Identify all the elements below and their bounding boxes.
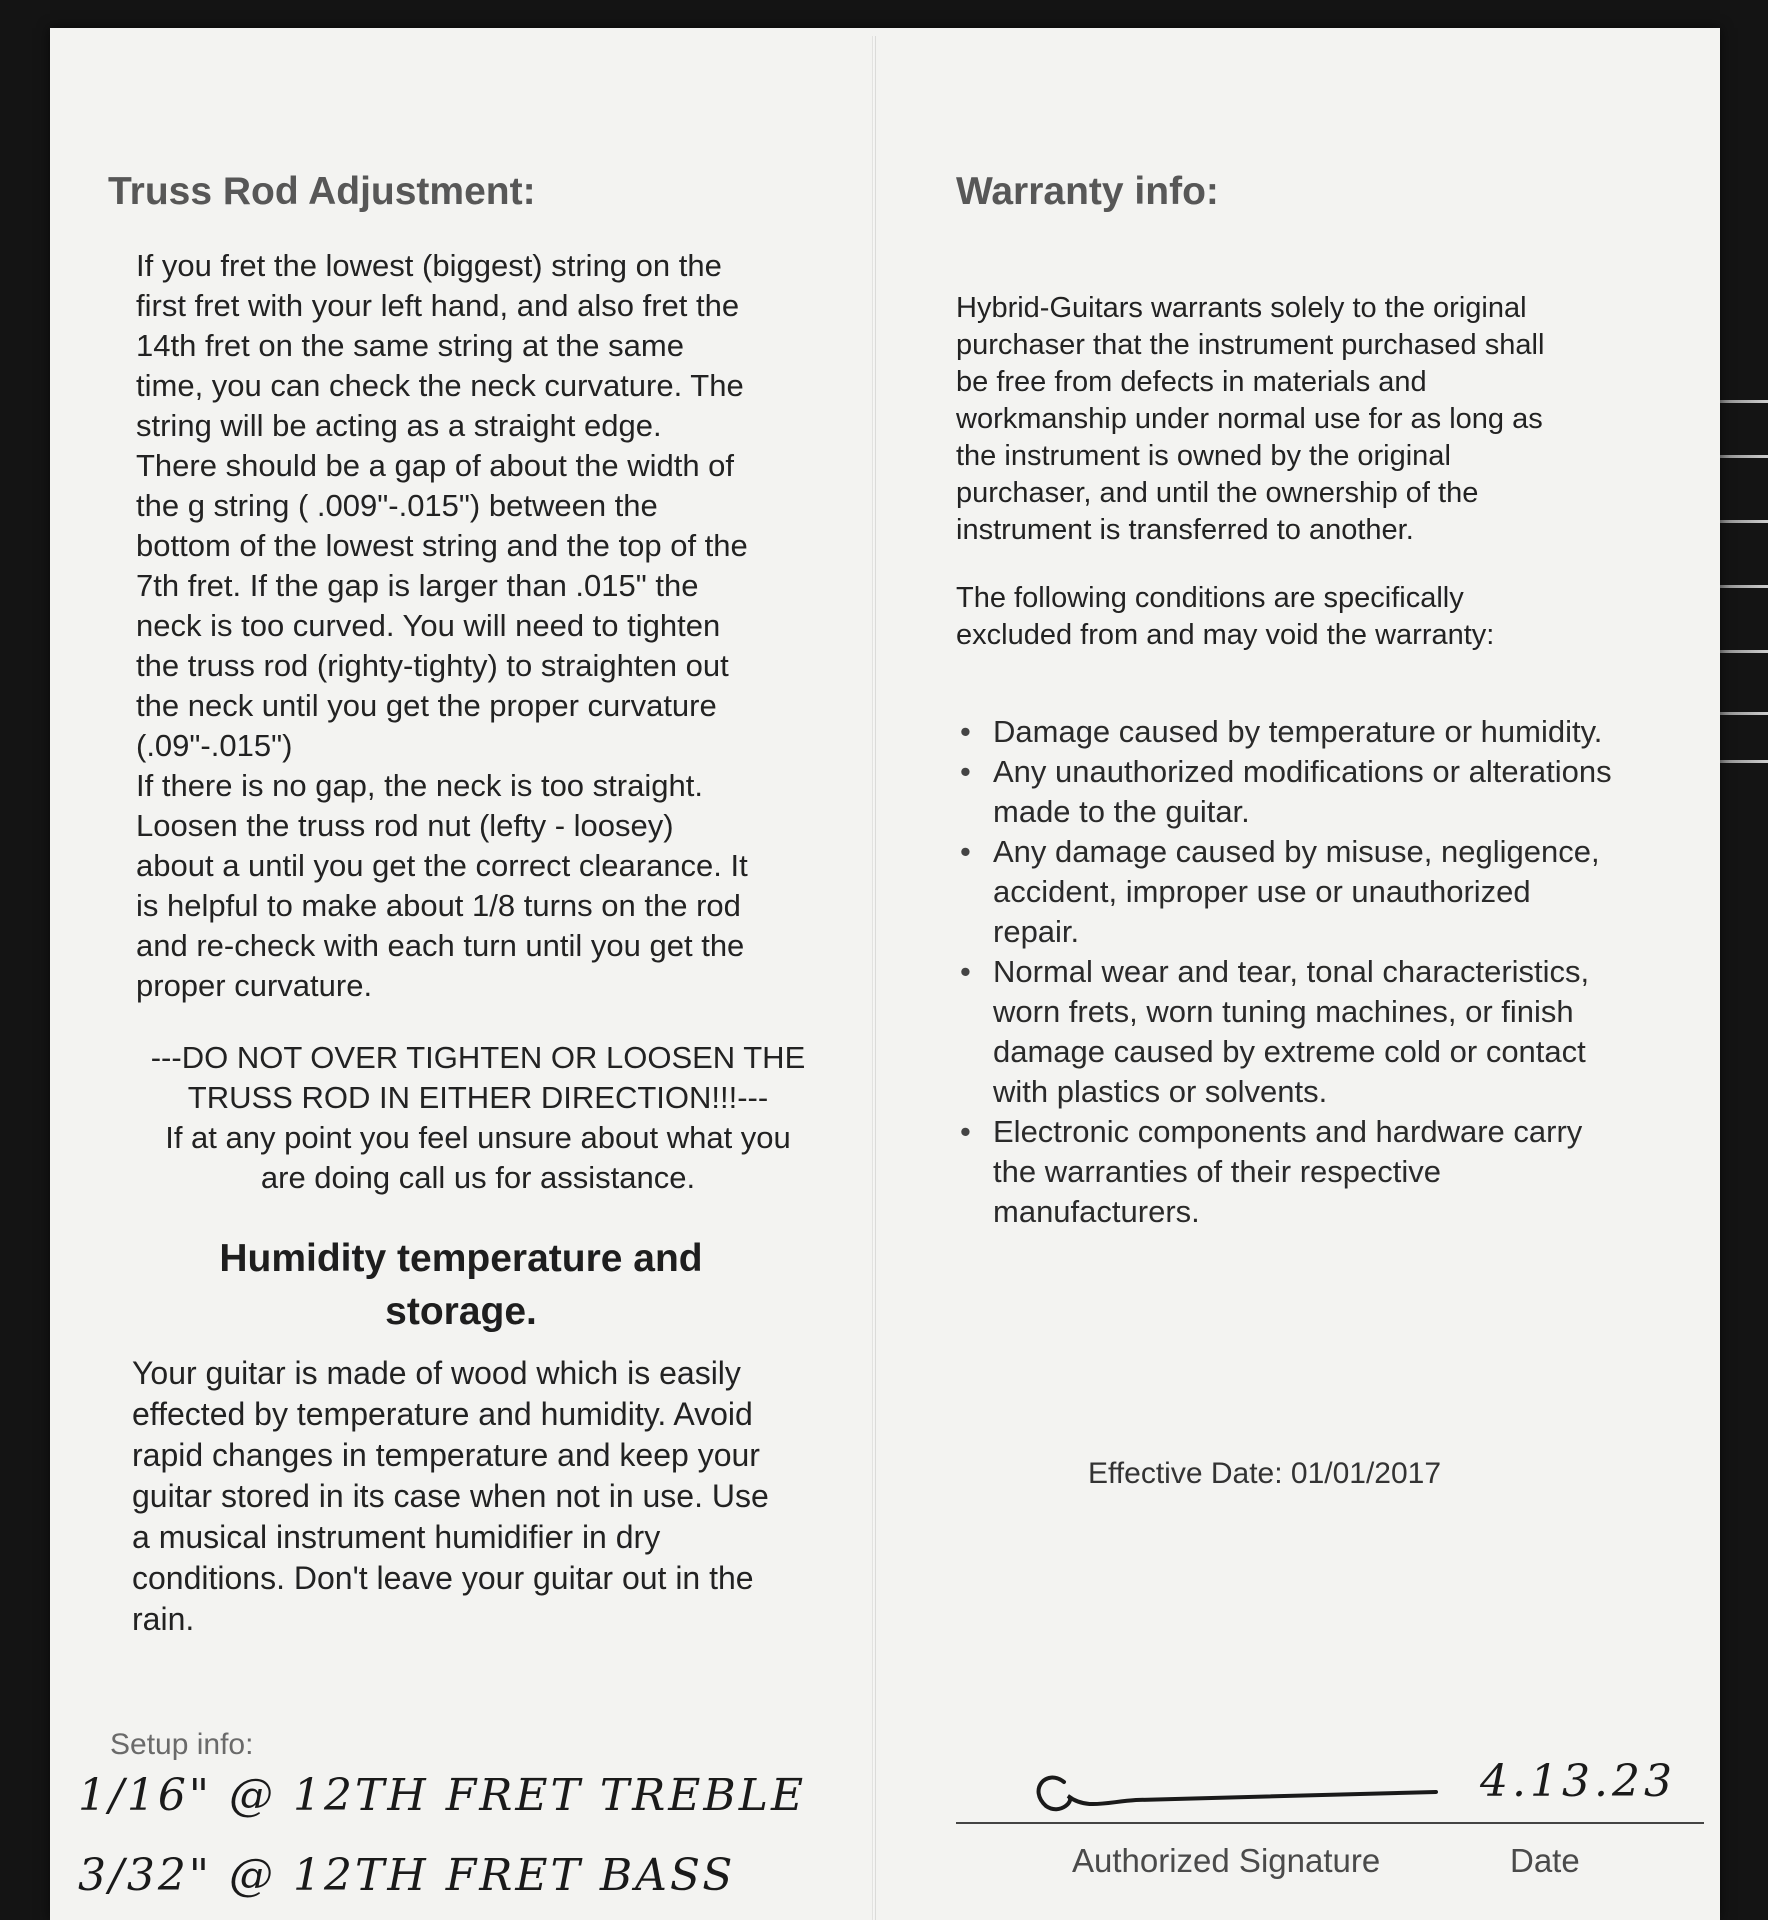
setup-note-treble: 1/16" @ 12TH FRET TREBLE [78, 1770, 807, 1821]
exclusion-item: • Damage caused by temperature or humidity. [956, 712, 1616, 752]
exclusions-list [956, 712, 1616, 1232]
humidity-instructions: Your guitar is made of wood which is easily effected by temperature and humidity. Avoid rapid changes in temperature and keep your guitar stored in its case when not in use. Use a musical instrument humidifier in dry conditions. Don't leave your guitar out in the rain. [132, 1355, 769, 1637]
setup-info-label: Setup info: [110, 1728, 254, 1761]
left-panel [78, 170, 848, 1901]
exclusion-item: • Any damage caused by misuse, negligence, accident, improper use or unauthorized repair. [956, 832, 1616, 952]
signature-line [956, 1822, 1704, 1824]
handwritten-signature [1026, 1760, 1446, 1820]
warranty-statement: Hybrid-Guitars warrants solely to the original purchaser that the instrument purchased shall be free from defects in materials and workmanship under normal use for as long as the instrument is owned by the original purchaser, and until the ownership of the instrument is transferred to another. [956, 292, 1545, 546]
exclusion-item: • Any unauthorized modifications or alterations made to the guitar. [956, 752, 1616, 832]
right-panel [956, 170, 1676, 1879]
date-label: Date [1510, 1842, 1580, 1879]
signed-date: 4.13.23 [1480, 1756, 1676, 1807]
effective-date: Effective Date: 01/01/2017 [1088, 1457, 1442, 1490]
signature-label: Authorized Signature [1072, 1842, 1381, 1879]
humidity-heading: Humidity temperature and storage. [219, 1237, 703, 1333]
warranty-heading: Warranty info: [956, 170, 1219, 213]
exclusion-item: • Electronic components and hardware carry the warranties of their respective manufacturers. [956, 1112, 1616, 1232]
truss-rod-heading: Truss Rod Adjustment: [108, 170, 536, 213]
card-fold [872, 36, 876, 1920]
exclusion-item: • Normal wear and tear, tonal characteristics, worn frets, worn tuning machines, or finish damage caused by extreme cold or contact with plastics or solvents. [956, 952, 1616, 1112]
setup-note-bass: 3/32" @ 12TH FRET BASS [78, 1850, 736, 1901]
exclusions-intro: The following conditions are specifically excluded from and may void the warranty: [956, 582, 1495, 651]
truss-rod-warning: ---DO NOT OVER TIGHTEN OR LOOSEN THE TRUSS ROD IN EITHER DIRECTION!!!--- If at any point you feel unsure about what you are doing call us for assistance. [150, 1040, 806, 1195]
truss-rod-instructions: If you fret the lowest (biggest) string on the first fret with your left hand, and also fret the 14th fret on the same string at the same time, you can check the neck curvature. The string will be acting as a straight edge. There should be a gap of about the width of the g string ( .009"-.015") between the bottom of the lowest string and the top of the 7th fret. If the gap is larger than .015" the neck is too curved. You will need to tighten the truss rod (righty-tighty) to straighten out the neck until you get the proper curvature (.09"-.015") If there is no gap, the neck is too straight. Loosen the truss rod nut (lefty - loosey) about a until you get the correct clearance. It is helpful to make about 1/8 turns on the rod and re-check with each turn until you get the proper curvature. [136, 248, 748, 1003]
